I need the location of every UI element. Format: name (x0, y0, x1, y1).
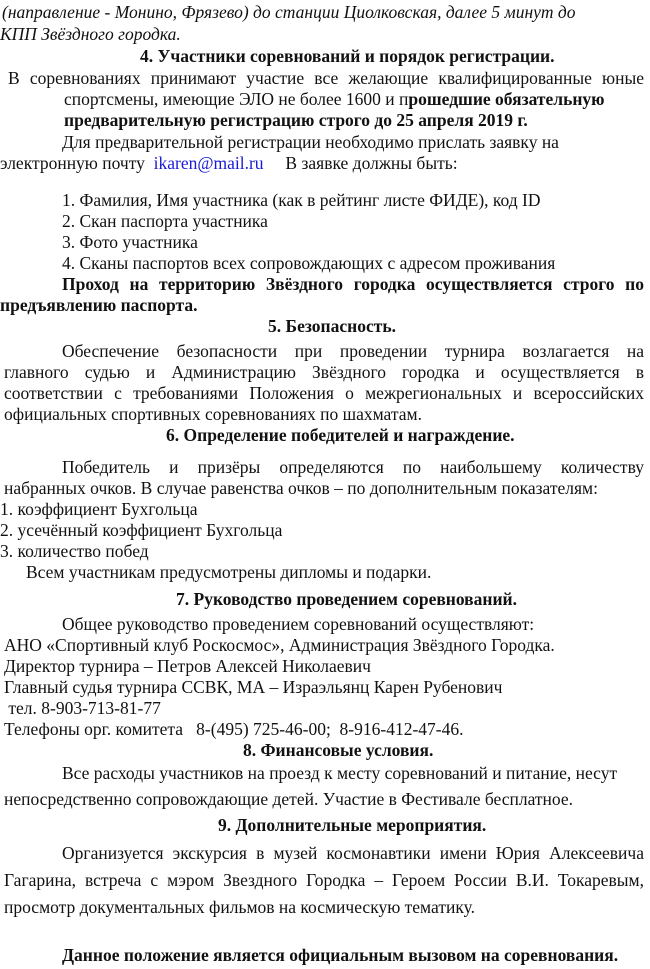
tiebreak-item: 2. усечённый коэффициент Бухгольца (0, 520, 283, 540)
list-item: 3. Фото участника (62, 232, 198, 252)
closing-statement: Данное положение является официальным вызовом на соревнования. (62, 945, 619, 965)
tiebreak-item: 3. количество побед (0, 541, 149, 561)
list-item: 2. Скан паспорта участника (62, 211, 268, 231)
passport-note-line-1: Проход на территорию Звёздного городка осуществляется строго по (62, 274, 644, 294)
section-7-line: Телефоны орг. комитета 8-(495) 725-46-00; 8-916-412-47-46. (4, 719, 464, 739)
section-9-line: просмотр документальных фильмов на космическую тематику. (4, 897, 475, 917)
registration-deadline: предварительную регистрацию строго до 25 апреля 2019 г. (64, 110, 528, 130)
section-4-paragraph-line: В соревнованиях принимают участие все желающие квалифицированные юные (8, 68, 644, 88)
section-6-paragraph-line: Победитель и призёры определяются по наибольшему количеству (62, 457, 644, 477)
section-7-line: Главный судья турнира ССВК, МА – Израэльянц Карен Рубенович (4, 677, 503, 697)
list-item: 1. Фамилия, Имя участника (как в рейтинг листе ФИДЕ), код ID (62, 190, 541, 210)
section-7-line: Общее руководство проведением соревнований осуществляют: (62, 614, 535, 634)
section-8-title: 8. Финансовые условия. (243, 740, 434, 760)
section-8-line: непосредственно сопровождающие детей. Участие в Фестивале бесплатное. (4, 789, 574, 809)
section-5-line: соответствии с требованиями Положения о межрегиональных и всероссийских (4, 383, 644, 403)
email-line (0, 153, 458, 173)
section-9-line: Организуется экскурсия в музей космонавтики имени Юрия Алексеевича (62, 843, 644, 863)
tiebreak-item: 1. коэффициент Бухгольца (0, 499, 198, 519)
section-4-paragraph-line: Для предварительной регистрации необходимо прислать заявку на (62, 132, 559, 152)
section-9-title: 9. Дополнительные мероприятия. (218, 815, 487, 835)
section-4-paragraph-line (64, 89, 644, 109)
email-suffix: В заявке должны быть: (285, 153, 458, 173)
section-9-line: Гагарина, встреча с мэром Звездного Городка – Героем России В.И. Токаревым, (4, 870, 644, 890)
section-5-line: официальных спортивных соревнованиях по шахматам. (4, 404, 422, 424)
passport-note-line-2: предъявлению паспорта. (0, 295, 198, 315)
section-4-title: 4. Участники соревнований и порядок регистрации. (140, 46, 555, 66)
section-5-title: 5. Безопасность. (268, 316, 396, 336)
section-8-line: Все расходы участников на проезд к месту соревнований и питание, несут (62, 763, 618, 783)
section-6-paragraph-line: набранных очков. В случае равенства очков – по дополнительным показателям: (4, 478, 598, 498)
text-normal: спортсмены, имеющие ЭЛО не более 1600 и п (64, 89, 409, 109)
section-7-line: Директор турнира – Петров Алексей Николаевич (4, 656, 371, 676)
section-7-line: АНО «Спортивный клуб Роскосмос», Администрация Звёздного Городка. (4, 635, 555, 655)
section-7-title: 7. Руководство проведением соревнований. (176, 589, 518, 609)
text-bold: рошедшие обязательную (408, 89, 605, 109)
intro-line-2: КПП Звёздного городка. (0, 24, 181, 44)
section-6-title: 6. Определение победителей и награждение. (166, 425, 515, 445)
intro-line-1: (направление - Монино, Фрязево) до станции Циолковская, далее 5 минут до (2, 2, 576, 22)
email-link[interactable]: ikaren@mail.ru (153, 153, 264, 173)
section-5-line: Обеспечение безопасности при проведении турнира возлагается на (62, 341, 644, 361)
email-prefix: электронную почту (0, 153, 145, 173)
list-item: 4. Сканы паспортов всех сопровождающих с адресом проживания (62, 253, 556, 273)
awards-line: Всем участникам предусмотрены дипломы и подарки. (26, 562, 432, 582)
section-7-line: тел. 8-903-713-81-77 (4, 698, 161, 718)
section-5-line: главного судью и Администрацию Звёздного городка и осуществляется в (4, 362, 644, 382)
